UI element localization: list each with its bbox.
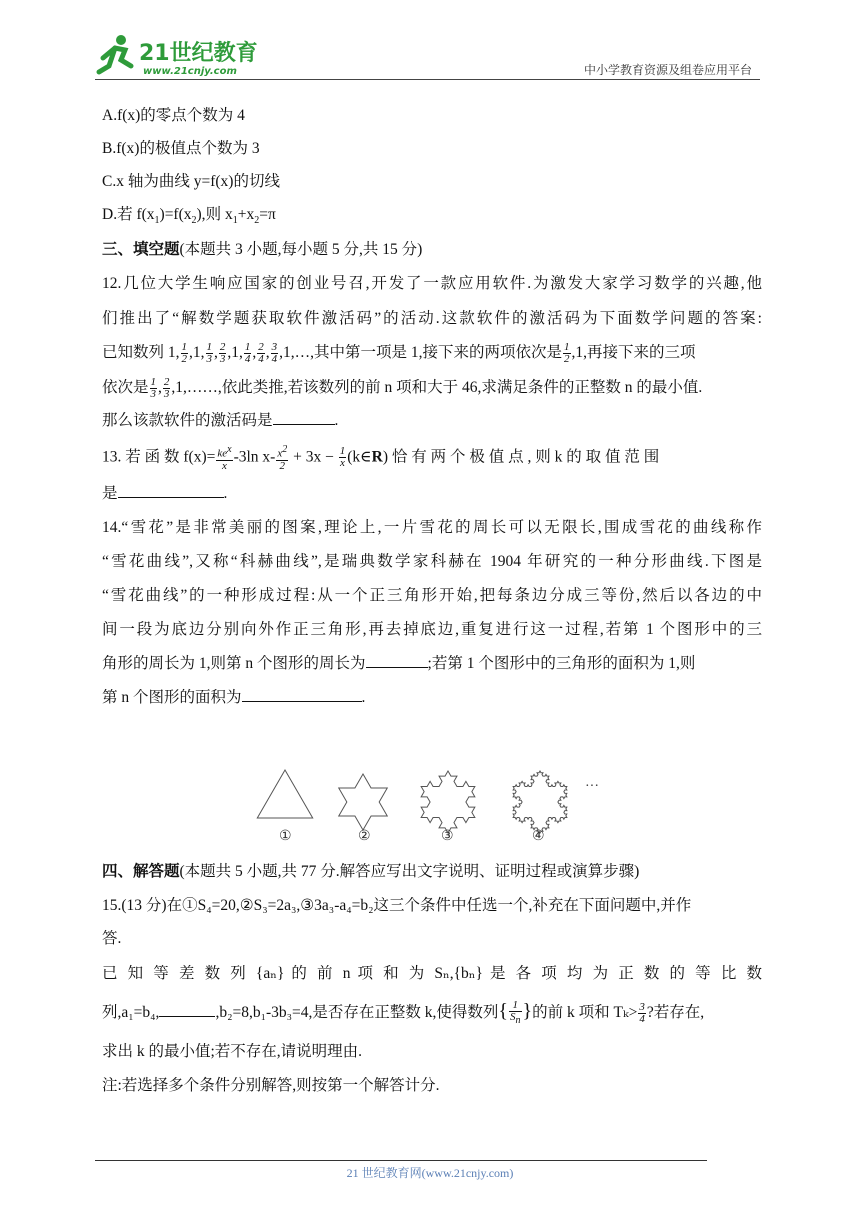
q14-line2: “雪花曲线”,又称“科赫曲线”,是瑞典数学家科赫在 1904 年研究的一种分形曲线.下图是 xyxy=(102,553,762,570)
figure-label-3: ③ xyxy=(441,829,454,844)
option-b: B.f(x)的极值点个数为 3 xyxy=(102,140,260,157)
logo xyxy=(95,32,265,78)
q15-line2: 答. xyxy=(102,930,122,947)
q14-line4: 间一段为底边分别向外作正三角形,再去掉底边,重复进行这一过程,若第 1 个图形中的三 xyxy=(102,621,762,638)
answer-blank[interactable] xyxy=(366,653,428,668)
figure-label-2: ② xyxy=(358,829,371,844)
answer-blank[interactable] xyxy=(118,483,224,498)
q13-line1: 13. 若 函 数 f(x)= $\frac{ke^x}{x}$ -3ln x- $\frac{x^2}{2}$ + 3x − $\frac{1}{x}$ (k∈R) 恰 有 两 个 极 值 点 , 则 k 的 取 值 范 围 xyxy=(102,444,660,472)
q14-line3: “雪花曲线”的一种形成过程:从一个正三角形开始,把每条边分成三等份,然后以各边的中 xyxy=(102,587,762,604)
answer-blank[interactable] xyxy=(159,1002,215,1017)
q14-line6: 第 n 个图形的面积为 . xyxy=(102,689,366,706)
logo-text: 21世纪教育 xyxy=(139,41,258,66)
footer-divider xyxy=(95,1160,707,1161)
q14-line5: 角形的周长为 1,则第 n 个图形的周长为 ;若第 1 个图形中的三角形的面积为 1,则 xyxy=(102,655,696,672)
section-3-heading: 三、填空题(本题共 3 小题,每小题 5 分,共 15 分) xyxy=(102,241,423,258)
option-c: C.x 轴为曲线 y=f(x)的切线 xyxy=(102,173,280,190)
q15-line5: 求出 k 的最小值;若不存在,请说明理由. xyxy=(102,1043,363,1060)
q12-line5: 那么该款软件的激活码是 . xyxy=(102,412,339,429)
q12-line4: 依次是 $\frac{1}{3}$ , $\frac{2}{3}$ ,1,……,依此类推,若该数列的前 n 项和大于 46,求满足条件的正整数 n 的最小值. xyxy=(102,375,703,400)
q12-line2: 们推出了“解数学题获取软件激活码”的活动.这款软件的激活码为下面数学问题的答案: xyxy=(102,310,762,327)
q12-line3: 已知数列 1, $\frac{1}{2}$ ,1, $\frac{1}{3}$ , $\frac{2}{3}$ ,1, $\frac{1}{4}$ , $\frac{2}{4}$ , $\frac{3}{4}$ ,1,…,其中第一项是 1,接下来的两项依次是 $\frac{1}{2}$ ,1,再接下来的三项 xyxy=(102,340,696,365)
option-d: D.若 $f(x_1)=f(x_2)$,则 $x_1+x_2=\pi$ xyxy=(102,206,276,227)
q15-line1: 15.(13 分)在①S₄=20,②S₃=2a₃,③3a₃-a₄=b₂这三个条件中任选一个,补充在下面问题中,并作 xyxy=(102,897,692,914)
logo-url: www.21cnjy.com xyxy=(143,66,237,77)
answer-blank[interactable] xyxy=(242,687,362,702)
header-divider xyxy=(95,79,760,80)
q15-line6: 注:若选择多个条件分别解答,则按第一个解答计分. xyxy=(102,1077,440,1094)
snowflake-stage-2 xyxy=(339,774,388,830)
snowflake-stage-4 xyxy=(513,771,567,833)
figure-label-1: ① xyxy=(279,829,292,844)
q15-line3: 已 知 等 差 数 列 {aₙ} 的 前 n 项 和 为 Sₙ,{bₙ} 是 各 项 均 为 正 数 的 等 比 数 xyxy=(102,965,762,982)
q13-line2: 是 . xyxy=(102,485,228,502)
q15-line4: 列,a₁=b₄, ,b₂=8,b₁-3b₃=4,是否存在正整数 k,使得数列{ $\frac{1}{S_n}$ }的前 k 项和 Tₖ> $\frac{3}{4}$ ?若存在, xyxy=(102,999,705,1027)
snowflake-stage-3 xyxy=(421,771,475,833)
figure-label-4: ④ xyxy=(532,829,545,844)
figure-ellipsis: ··· xyxy=(585,779,599,794)
runner-icon xyxy=(99,35,131,72)
koch-snowflake-figure xyxy=(255,752,615,852)
option-a: A.f(x)的零点个数为 4 xyxy=(102,107,245,124)
q14-line1: 14.“雪花”是非常美丽的图案,理论上,一片雪花的周长可以无限长,围成雪花的曲线称作 xyxy=(102,519,762,536)
header-platform-name: 中小学教育资源及组卷应用平台 xyxy=(583,63,752,77)
q12-line1: 12.几位大学生响应国家的创业号召,开发了一款应用软件.为激发大家学习数学的兴趣,他 xyxy=(102,275,762,292)
snowflake-stage-1 xyxy=(257,770,312,818)
section-4-heading: 四、解答题(本题共 5 小题,共 77 分.解答应写出文字说明、证明过程或演算步骤) xyxy=(102,863,640,880)
page-header xyxy=(95,30,760,80)
answer-blank[interactable] xyxy=(273,410,335,425)
footer-website: 21 世纪教育网(www.21cnjy.com) xyxy=(346,1166,514,1180)
